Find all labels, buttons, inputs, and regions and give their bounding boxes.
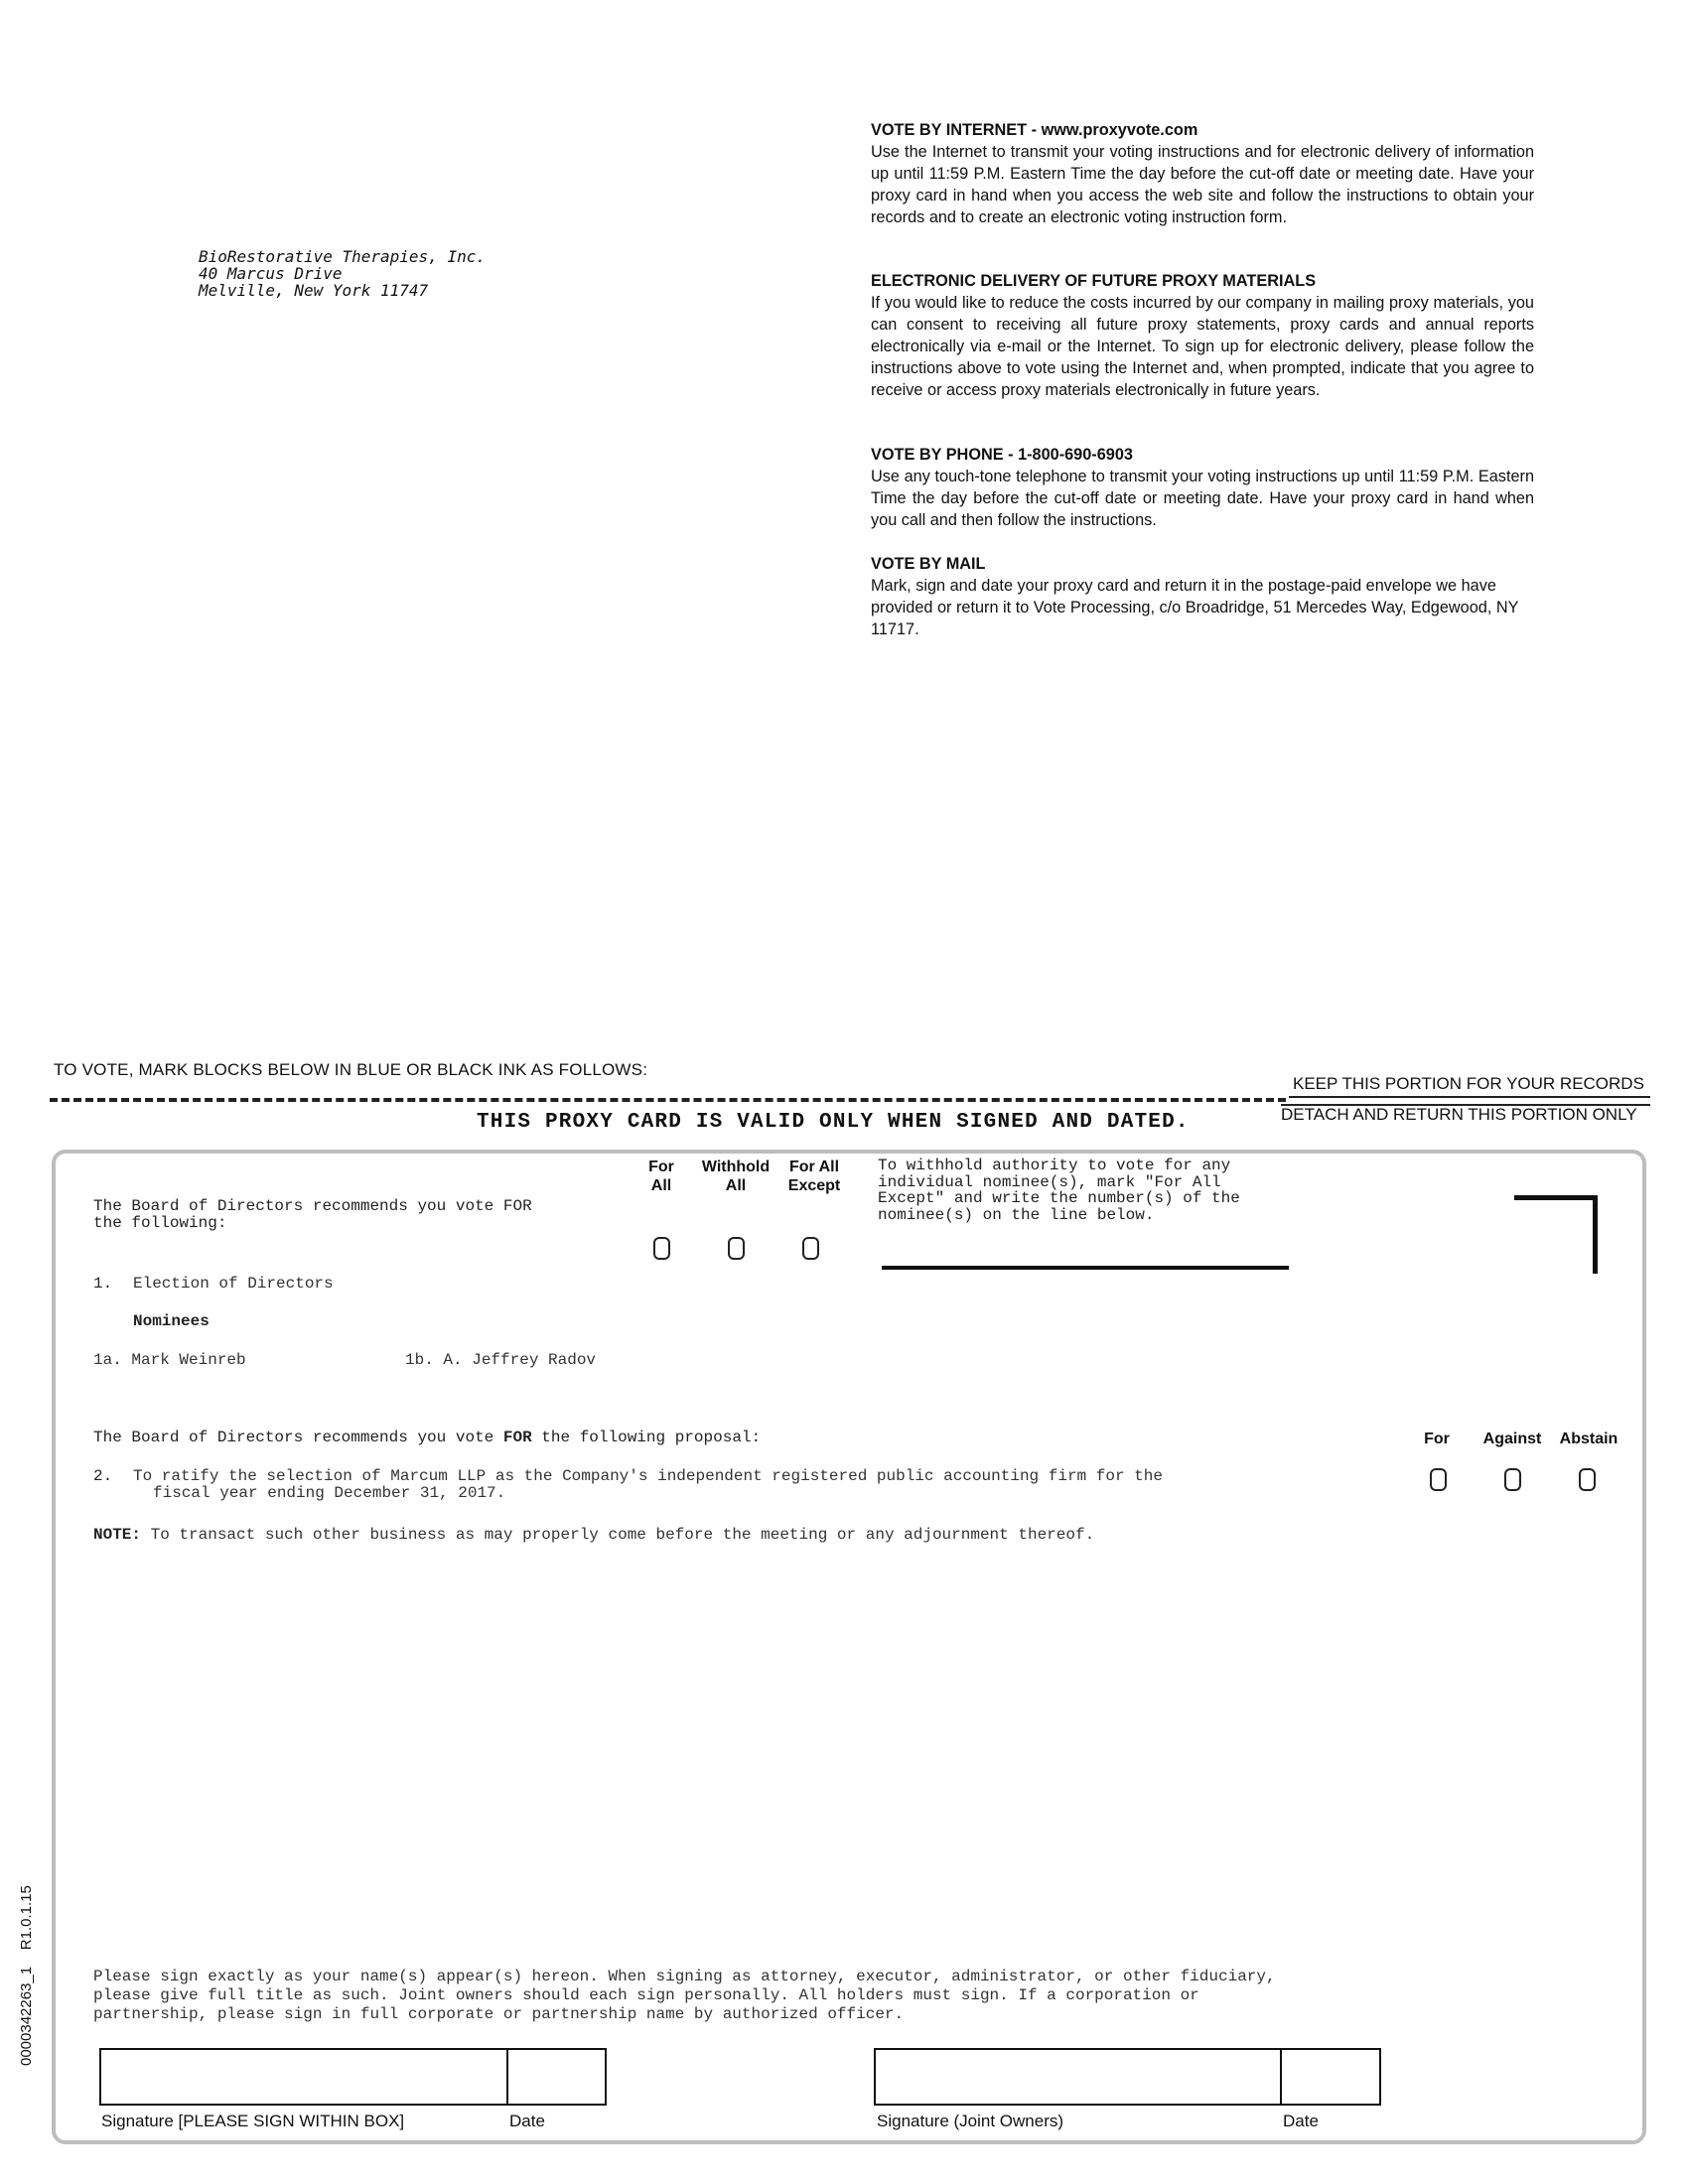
board-recommendation-1-line1: The Board of Directors recommends you vote FOR [93,1197,532,1215]
note-text: To transact such other business as may properly come before the meeting or any adjournment thereof. [141,1526,1095,1544]
for-all-header-line2: All [650,1177,672,1194]
proposal-for-header: For [1424,1431,1450,1447]
proposal-against-oval[interactable] [1504,1468,1521,1491]
for-all-except-header-line2: Except [787,1177,841,1194]
proposal-abstain-header: Abstain [1559,1431,1618,1447]
board-recommendation-2-suffix: the following proposal: [531,1429,762,1446]
date-label: Date [509,2112,545,2130]
vote-by-mail-heading: VOTE BY MAIL [871,555,986,573]
proposal-against-header: Against [1482,1431,1542,1447]
sign-instructions-line3: partnership, please sign in full corporate or partnership name by authorized officer. [93,2005,905,2023]
signature-date-divider [506,2048,508,2106]
withhold-instructions-line4: nominee(s) on the line below. [878,1205,1155,1224]
withhold-instructions-line3: Except" and write the number(s) of the [878,1189,1240,1207]
for-all-except-header-line1: For All [788,1159,840,1175]
company-name: BioRestorative Therapies, Inc. [199,247,486,266]
vote-by-phone-text: Use any touch-tone telephone to transmit your voting instructions up until 11:59 P.M. Eastern Time the day before the cut-off date or meeting date. Have your proxy card in hand when you call and then follow the instructions. [871,468,1534,529]
board-recommendation-1-line2: the following: [93,1214,227,1232]
item-2-text-line2: fiscal year ending December 31, 2017. [153,1484,506,1502]
for-all-header [633,1158,689,1195]
note [93,1527,1094,1544]
item-2-text-line1: To ratify the selection of Marcum LLP as the Company's independent registered public accounting firm for the [133,1467,1163,1485]
vote-by-mail-text: Mark, sign and date your proxy card and return it in the postage-paid envelope we have provided or return it to Vote Processing, c/o Broadridge, 51 Mercedes Way, Edgewood, NY 11717. [871,577,1519,638]
withhold-all-header-line1: Withhold [701,1159,771,1175]
joint-signature-box[interactable] [874,2048,1381,2106]
electronic-delivery-section [871,270,1534,401]
electronic-delivery-text: If you would like to reduce the costs incurred by our company in mailing proxy materials, you can consent to receiving all future proxy statements, proxy cards and annual reports electronically via e-mail or the Internet. To sign up for electronic delivery, please follow the instructions above to vote using the Internet and, when prompted, indicate that you agree to receive or access proxy materials electronically in future years. [871,294,1534,399]
vote-by-internet-heading: VOTE BY INTERNET - www.proxyvote.com [871,121,1198,139]
sign-instructions-line1: Please sign exactly as your name(s) appear(s) hereon. When signing as attorney, executor, administrator, or other fiduciary, [93,1968,1276,1985]
vote-by-mail-section [871,553,1534,640]
for-all-oval[interactable] [653,1237,670,1260]
keep-portion-label: KEEP THIS PORTION FOR YOUR RECORDS [1293,1074,1644,1093]
for-all-header-line1: For [648,1159,674,1175]
electronic-delivery-heading: ELECTRONIC DELIVERY OF FUTURE PROXY MATERIALS [871,272,1317,290]
board-recommendation-2-prefix: The Board of Directors recommends you vote [93,1429,503,1446]
proposal-for-oval[interactable] [1430,1468,1447,1491]
company-street: 40 Marcus Drive [199,264,343,283]
joint-date-label: Date [1283,2112,1319,2130]
nominee-number-line[interactable] [882,1266,1289,1270]
withhold-instructions-line1: To withhold authority to vote for any [878,1157,1231,1174]
registration-corner-mark [1514,1195,1598,1274]
withhold-instructions [878,1158,1285,1223]
detach-portion-label: DETACH AND RETURN THIS PORTION ONLY [1281,1105,1637,1124]
item-2-text [133,1468,1163,1502]
proposal-abstain-oval[interactable] [1579,1468,1596,1491]
sign-instructions-line2: please give full title as such. Joint owners should each sign personally. All holders must sign. If a corporation or [93,1986,1199,2004]
vote-by-phone-heading: VOTE BY PHONE - 1-800-690-6903 [871,446,1133,464]
validity-notice: THIS PROXY CARD IS VALID ONLY WHEN SIGNED AND DATED. [477,1111,1190,1134]
nominee-1a: 1a. Mark Weinreb [93,1351,246,1369]
side-code-text: 0000342263_1 R1.0.1.15 [18,1885,35,2066]
withhold-instructions-line2: individual nominee(s), mark "For All [878,1172,1221,1191]
withhold-all-header-line2: All [725,1177,747,1194]
board-recommendation-1 [93,1198,532,1232]
nominees-heading: Nominees [133,1312,210,1330]
board-recommendation-2 [93,1430,761,1446]
mark-instructions: TO VOTE, MARK BLOCKS BELOW IN BLUE OR BLACK INK AS FOLLOWS: [54,1060,648,1079]
perforation-line [50,1098,1286,1102]
signature-box[interactable] [99,2048,607,2106]
vote-by-phone-section [871,444,1534,531]
item-1-number: 1. [93,1275,113,1293]
joint-signature-label: Signature (Joint Owners) [877,2112,1064,2130]
board-recommendation-2-emphasis: FOR [502,1429,532,1446]
item-1-label: Election of Directors [133,1275,334,1293]
note-label: NOTE: [93,1526,142,1544]
company-address [199,248,486,299]
signature-label: Signature [PLEASE SIGN WITHIN BOX] [101,2112,405,2130]
vote-by-internet-text: Use the Internet to transmit your voting instructions and for electronic delivery of information up until 11:59 P.M. Eastern Time the day before the cut-off date or meeting date. Have your proxy card in hand when you access the web site and follow the instructions to obtain your records and to create an electronic voting instruction form. [871,143,1534,226]
item-2-number: 2. [93,1467,113,1485]
for-all-except-header [774,1158,854,1195]
for-all-except-oval[interactable] [802,1237,819,1260]
vote-by-internet-section [871,119,1534,228]
nominee-1b: 1b. A. Jeffrey Radov [405,1351,597,1369]
withhold-all-header [691,1158,780,1195]
keep-divider [1289,1096,1650,1098]
withhold-all-oval[interactable] [728,1237,745,1260]
company-city: Melville, New York 11747 [199,281,429,300]
sign-instructions [93,1968,1276,2024]
joint-signature-date-divider [1280,2048,1282,2106]
